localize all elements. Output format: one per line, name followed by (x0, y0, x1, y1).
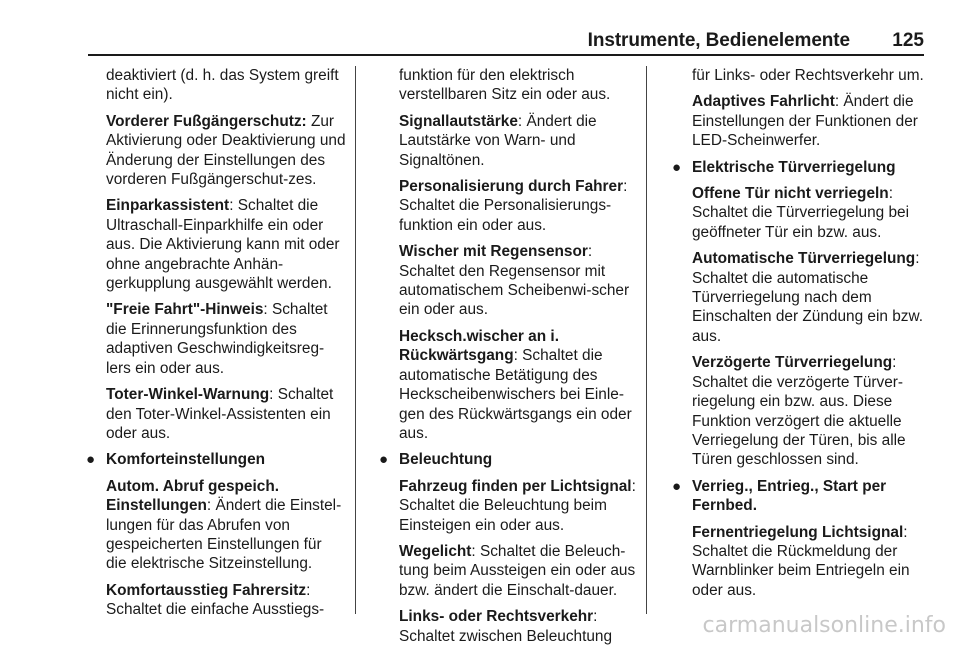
setting-entry (692, 184, 932, 242)
header-rule (88, 54, 924, 56)
section-heading: Beleuchtung (399, 451, 493, 469)
setting-desc: : Schaltet die Erinnerungsfunktion des adaptiven Geschwindigkeitsreg-lers ein oder aus. (106, 301, 328, 377)
setting-desc: : Schaltet die verzögerte Türver-riegelung ein bzw. aus. Diese Funktion verzögert die aktuelle Verriegelung der Türen, bis alle Türen geschlossen sind. (692, 354, 906, 469)
setting-term: Fahrzeug finden per Lichtsignal (399, 477, 632, 495)
setting-term: Links- oder Rechtsverkehr (399, 608, 594, 626)
page-title: Instrumente, Bedienelemente (587, 30, 850, 51)
setting-entry (106, 112, 346, 190)
setting-entry (399, 112, 639, 170)
column-2 (379, 66, 639, 653)
setting-term: Autom. Abruf gespeich. Einstellungen (106, 477, 280, 515)
column-3 (672, 66, 932, 607)
setting-term: Personalisierung durch Fahrer (399, 178, 624, 196)
setting-desc: : Ändert die Einstellungen der Funktionen der LED-Scheinwerfer. (692, 93, 918, 150)
setting-entry (399, 242, 639, 320)
column-1 (86, 66, 346, 627)
section-bullet (86, 450, 346, 469)
page-number: 125 (892, 30, 924, 51)
setting-entry (106, 385, 346, 443)
page-header (0, 0, 960, 56)
setting-desc: : Schaltet die Personalisierungs-funktion ein oder aus. (399, 178, 628, 234)
setting-entry (692, 353, 932, 469)
bullet-icon: ● (672, 158, 682, 176)
setting-desc: : Schaltet zwischen Beleuchtung (399, 608, 613, 645)
setting-entry (106, 196, 346, 293)
setting-desc: : Schaltet die Rückmeldung der Warnblinker beim Entriegeln ein oder aus. (692, 523, 910, 599)
setting-entry (106, 477, 346, 574)
setting-desc: : Schaltet den Regensensor mit automatischem Scheibenwi-scher ein oder aus. (399, 243, 630, 319)
section-bullet (672, 158, 932, 177)
setting-entry (399, 542, 639, 600)
column-divider-2 (646, 66, 647, 614)
setting-term: Offene Tür nicht verriegeln (692, 185, 889, 203)
setting-desc: : Schaltet die automatische Betätigung des Heckscheibenwischers bei Einle-gen des Rückwärtsgangs ein oder aus. (399, 347, 632, 442)
setting-desc: : Schaltet die automatische Türverriegelung nach dem Einschalten der Zündung ein bzw. aus. (692, 250, 924, 345)
setting-term: Vorderer Fußgängerschutz: (106, 112, 307, 130)
setting-entry (692, 523, 932, 601)
setting-term: Fernentriegelung Lichtsignal (692, 523, 904, 541)
setting-desc: : Ändert die Lautstärke von Warn- und Signaltönen. (399, 112, 597, 169)
bullet-icon: ● (672, 477, 682, 495)
setting-term: Signallautstärke (399, 112, 518, 130)
setting-desc: : Schaltet die einfache Ausstiegs- (106, 581, 325, 619)
section-bullet (672, 477, 932, 516)
setting-desc: : Schaltet die Türverriegelung bei geöffneter Tür ein bzw. aus. (692, 185, 910, 241)
setting-term: Komfortausstieg Fahrersitz (106, 581, 307, 599)
setting-desc: : Schaltet die Beleuchtung beim Einsteigen ein oder aus. (399, 477, 636, 534)
setting-desc: : Schaltet die Beleuch-tung beim Aussteigen ein oder aus bzw. ändert die Einschalt-dauer. (399, 542, 636, 599)
column-divider-1 (355, 66, 356, 614)
setting-desc: Zur Aktivierung oder Deaktivierung und Änderung der Einstellungen des vorderen Fußgängerschut-zes. (106, 112, 346, 189)
setting-entry (106, 300, 346, 378)
continuation-text: funktion für den elektrisch verstellbaren Sitz ein oder aus. (399, 67, 611, 104)
bullet-icon: ● (86, 451, 96, 469)
setting-term: Toter-Winkel-Warnung (106, 386, 270, 404)
setting-entry (399, 607, 639, 646)
continuation-text: für Links- oder Rechtsverkehr um. (692, 67, 924, 84)
setting-term: Adaptives Fahrlicht (692, 93, 835, 111)
setting-term: Einparkassistent (106, 197, 230, 215)
watermark: carmanualsonline.info (702, 613, 946, 638)
setting-entry (399, 477, 639, 535)
setting-entry (692, 249, 932, 346)
continuation-text: deaktiviert (d. h. das System greift nicht ein). (106, 67, 339, 104)
bullet-icon: ● (379, 451, 389, 469)
setting-term: Hecksch.wischer an i. Rückwärtsgang (399, 327, 559, 365)
setting-term: Wischer mit Regensensor (399, 243, 588, 261)
setting-term: Verzögerte Türverriegelung (692, 354, 893, 372)
setting-term: Automatische Türverriegelung (692, 250, 916, 268)
setting-desc: : Schaltet die Ultraschall-Einparkhilfe ein oder aus. Die Aktivierung kann mit oder ohne angebrachte Anhän-gerkupplung ausgewählt werden. (106, 197, 340, 293)
setting-desc: : Schaltet den Toter-Winkel-Assistenten ein oder aus. (106, 386, 334, 442)
setting-entry (399, 327, 639, 443)
section-heading: Verrieg., Entrieg., Start per Fernbed. (692, 477, 887, 515)
section-heading: Komforteinstellungen (106, 451, 266, 469)
setting-entry (106, 581, 346, 620)
setting-term: "Freie Fahrt"-Hinweis (106, 301, 264, 319)
setting-entry (399, 177, 639, 235)
section-heading: Elektrische Türverriegelung (692, 158, 896, 176)
setting-entry (692, 92, 932, 150)
section-bullet (379, 450, 639, 469)
setting-desc: : Ändert die Einstel-lungen für das Abrufen von gespeicherten Einstellungen für die elektrische Sitzeinstellung. (106, 497, 342, 573)
setting-term: Wegelicht (399, 542, 472, 560)
